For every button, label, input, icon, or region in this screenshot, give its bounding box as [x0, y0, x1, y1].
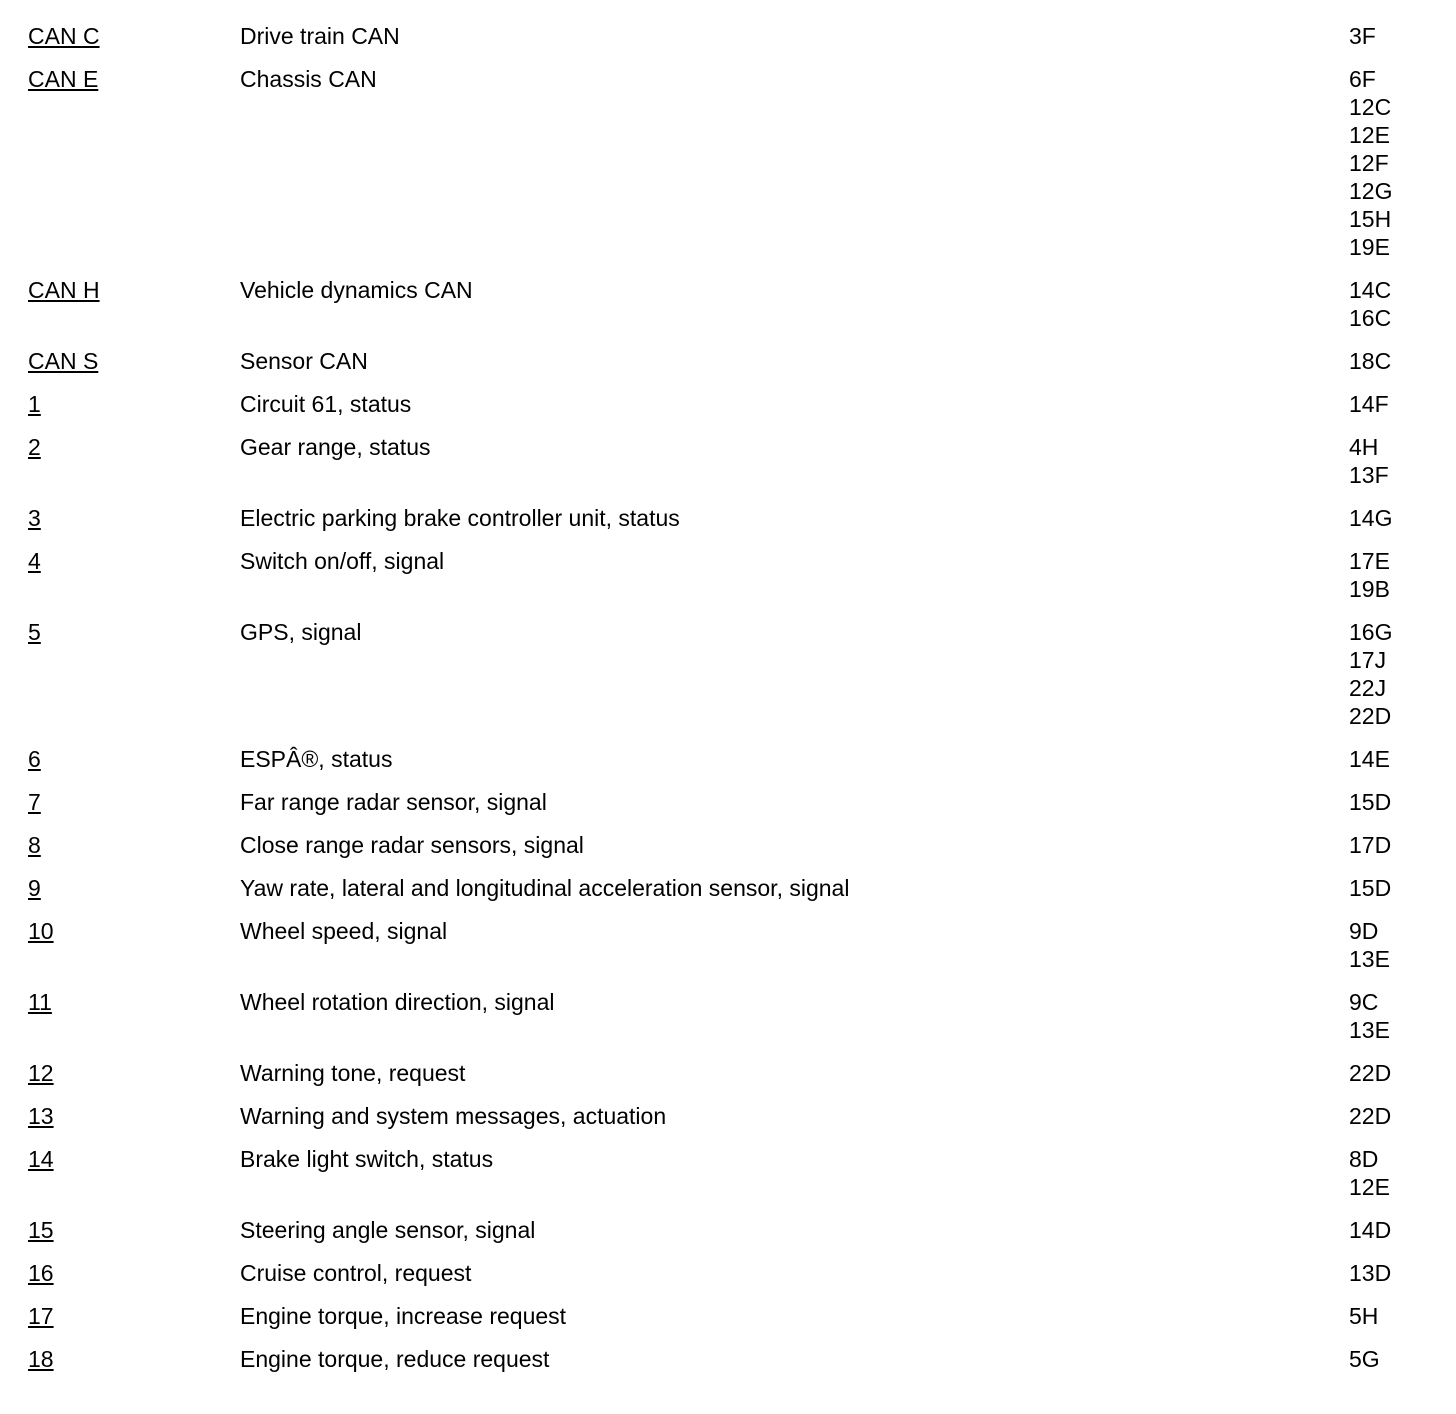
grid-reference-list: [1349, 745, 1390, 773]
grid-reference-list: [1349, 874, 1391, 902]
grid-reference: 15H: [1349, 206, 1392, 232]
legend-description: Warning tone, request: [240, 1060, 466, 1086]
grid-reference: 22D: [1349, 703, 1392, 729]
legend-key-link[interactable]: CAN E: [28, 66, 99, 92]
grid-reference: 17D: [1349, 832, 1392, 858]
legend-key-link[interactable]: 17: [28, 1303, 54, 1329]
grid-reference-list: [1349, 1145, 1390, 1201]
legend-key-link[interactable]: 8: [28, 832, 41, 858]
legend-description: Close range radar sensors, signal: [240, 832, 584, 858]
legend-description: Gear range, status: [240, 434, 431, 460]
grid-reference: 19B: [1349, 576, 1390, 602]
grid-reference: 12F: [1349, 150, 1389, 176]
legend-description: Circuit 61, status: [240, 391, 412, 417]
grid-reference: 4H: [1349, 434, 1379, 460]
grid-reference-list: [1349, 433, 1389, 489]
grid-reference: 12C: [1349, 94, 1392, 120]
grid-reference-list: [1349, 276, 1391, 332]
grid-reference-list: [1349, 1302, 1378, 1330]
grid-reference: 8D: [1349, 1146, 1379, 1172]
grid-reference: 19E: [1349, 234, 1390, 260]
legend-description: Electric parking brake controller unit, status: [240, 505, 680, 531]
legend-description: Engine torque, increase request: [240, 1303, 567, 1329]
grid-reference: 17E: [1349, 548, 1390, 574]
legend-description: Steering angle sensor, signal: [240, 1217, 536, 1243]
legend-key-link[interactable]: 12: [28, 1060, 54, 1086]
legend-key-link[interactable]: 3: [28, 505, 41, 531]
legend-key-link[interactable]: 10: [28, 918, 54, 944]
grid-reference: 16G: [1349, 619, 1393, 645]
legend-key-link[interactable]: 15: [28, 1217, 54, 1243]
legend-key-link[interactable]: 14: [28, 1146, 54, 1172]
legend-description: Wheel speed, signal: [240, 918, 448, 944]
grid-reference-list: [1349, 1259, 1391, 1287]
grid-reference-list: [1349, 988, 1390, 1044]
legend-key-link[interactable]: 2: [28, 434, 41, 460]
legend-description: Drive train CAN: [240, 23, 400, 49]
grid-reference-list: [1349, 618, 1392, 730]
grid-reference: 14E: [1349, 746, 1390, 772]
legend-description: Engine torque, reduce request: [240, 1346, 550, 1372]
grid-reference-list: [1349, 547, 1390, 603]
grid-reference-list: [1349, 347, 1391, 375]
grid-reference: 22J: [1349, 675, 1387, 701]
legend-key-link[interactable]: 18: [28, 1346, 54, 1372]
legend-key-link[interactable]: 13: [28, 1103, 54, 1129]
grid-reference: 13E: [1349, 1017, 1390, 1043]
grid-reference-list: [1349, 390, 1389, 418]
grid-reference-list: [1349, 504, 1392, 532]
legend-description: Yaw rate, lateral and longitudinal acceleration sensor, signal: [240, 875, 850, 901]
grid-reference: 9C: [1349, 989, 1379, 1015]
grid-reference-list: [1349, 1345, 1380, 1373]
legend-description: Cruise control, request: [240, 1260, 472, 1286]
grid-reference: 13F: [1349, 462, 1389, 488]
grid-reference: 14D: [1349, 1217, 1392, 1243]
legend-key-link[interactable]: 1: [28, 391, 41, 417]
grid-reference: 9D: [1349, 918, 1379, 944]
grid-reference-list: [1349, 65, 1392, 261]
legend-key-link[interactable]: 11: [28, 989, 52, 1015]
grid-reference: 12G: [1349, 178, 1393, 204]
grid-reference: 6F: [1349, 66, 1376, 92]
legend-description: GPS, signal: [240, 619, 362, 645]
legend-key-link[interactable]: 9: [28, 875, 41, 901]
legend-description: Vehicle dynamics CAN: [240, 277, 473, 303]
grid-reference: 14C: [1349, 277, 1392, 303]
legend-description: Far range radar sensor, signal: [240, 789, 547, 815]
grid-reference: 15D: [1349, 875, 1392, 901]
grid-reference-list: [1349, 788, 1391, 816]
legend-description: Chassis CAN: [240, 66, 377, 92]
grid-reference: 22D: [1349, 1060, 1392, 1086]
legend-key-link[interactable]: 6: [28, 746, 41, 772]
legend-key-link[interactable]: 4: [28, 548, 41, 574]
grid-reference: 12E: [1349, 122, 1390, 148]
legend-key-link[interactable]: CAN C: [28, 23, 100, 49]
grid-reference: 5G: [1349, 1346, 1380, 1372]
grid-reference: 3F: [1349, 23, 1376, 49]
grid-reference: 15D: [1349, 789, 1392, 815]
grid-reference: 18C: [1349, 348, 1392, 374]
grid-reference-list: [1349, 831, 1391, 859]
grid-reference: 13E: [1349, 946, 1390, 972]
legend-key-link[interactable]: CAN S: [28, 348, 99, 374]
legend-description: Warning and system messages, actuation: [240, 1103, 667, 1129]
legend-description: Sensor CAN: [240, 348, 368, 374]
grid-reference-list: [1349, 1059, 1391, 1087]
grid-reference-list: [1349, 917, 1390, 973]
grid-reference-list: [1349, 1102, 1391, 1130]
legend-description: Switch on/off, signal: [240, 548, 445, 574]
legend-key-link[interactable]: 5: [28, 619, 41, 645]
legend-key-link[interactable]: 7: [28, 789, 41, 815]
grid-reference: 16C: [1349, 305, 1392, 331]
legend-description: ESPÂ®, status: [240, 746, 393, 772]
grid-reference: 17J: [1349, 647, 1387, 673]
grid-reference: 14F: [1349, 391, 1389, 417]
grid-reference-list: [1349, 1216, 1391, 1244]
grid-reference: 22D: [1349, 1103, 1392, 1129]
grid-reference: 14G: [1349, 505, 1393, 531]
legend-key-link[interactable]: 16: [28, 1260, 54, 1286]
grid-reference-list: [1349, 22, 1376, 50]
grid-reference: 5H: [1349, 1303, 1379, 1329]
legend-description: Wheel rotation direction, signal: [240, 989, 555, 1015]
grid-reference: 12E: [1349, 1174, 1390, 1200]
legend-description: Brake light switch, status: [240, 1146, 494, 1172]
grid-reference: 13D: [1349, 1260, 1392, 1286]
legend-key-link[interactable]: CAN H: [28, 277, 100, 303]
